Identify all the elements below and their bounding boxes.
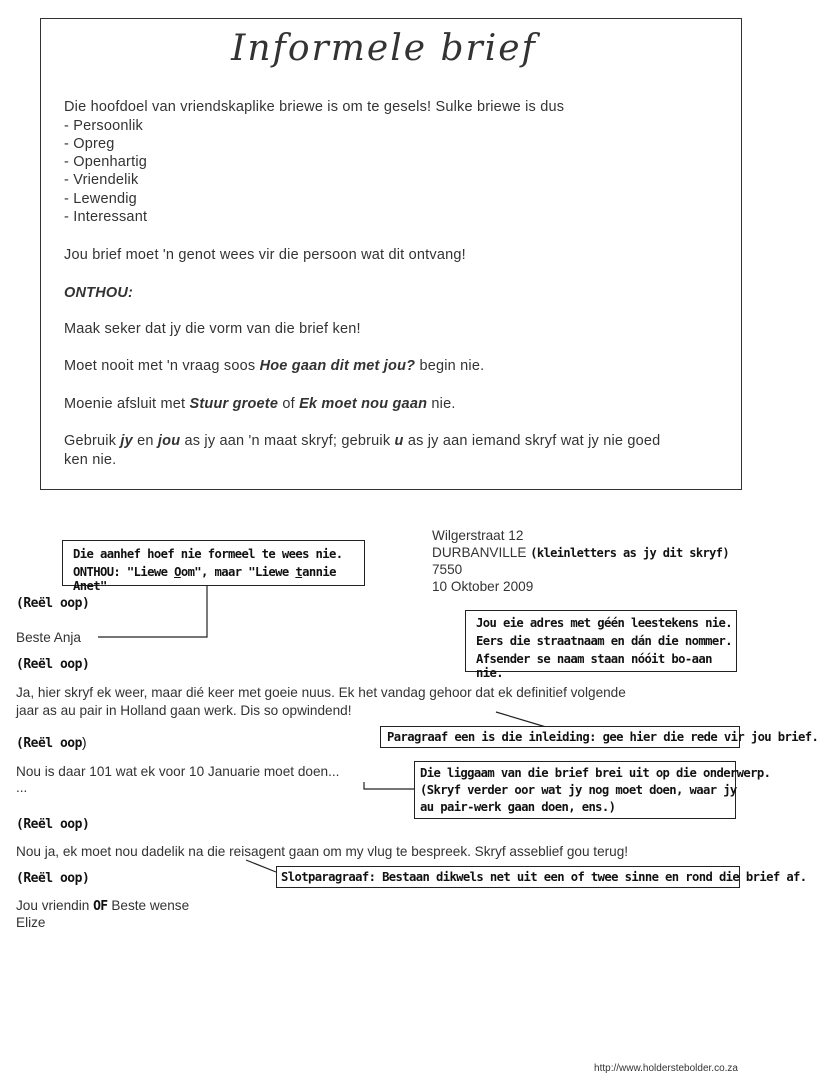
paragraph-3: Nou ja, ek moet nou dadelik na die reisagent gaan om my vlug te bespreek. Skryf asseblief gou terug! — [16, 844, 629, 859]
paragraph-1-line-1: Ja, hier skryf ek weer, maar dié keer met goeie nuus. Ek het vandag gehoor dat ek definitief volgende — [16, 685, 626, 700]
genot-text: Jou brief moet 'n genot wees vir die persoon wat dit ontvang! — [64, 247, 466, 263]
greeting: Beste Anja — [16, 630, 81, 645]
inleiding-note: Paragraaf een is die inleiding: gee hier die rede vir jou brief. — [380, 726, 740, 748]
quality-item: - Openhartig — [64, 154, 147, 170]
liggaam-note: Die liggaam van die brief brei uit op die onderwerp. (Skryf verder oor wat jy nog moet doen, waar jy au pair-werk gaan doen, ens.) — [414, 761, 736, 819]
quality-item: - Lewendig — [64, 191, 137, 207]
slot-note: Slotparagraaf: Bestaan dikwels net uit een of twee sinne en rond die brief af. — [276, 866, 740, 888]
reel-oop-label: (Reël oop) — [16, 657, 90, 672]
reel-oop-label: (Reël oop) — [16, 596, 90, 611]
paragraph-2-line-2: ... — [16, 780, 28, 795]
slot-connector — [246, 860, 276, 872]
intro-text: Die hoofdoel van vriendskaplike briewe is om te gesels! Sulke briewe is dus — [64, 99, 565, 115]
page-title: Informele brief — [231, 28, 537, 69]
quality-item: - Vriendelik — [64, 172, 139, 188]
gebruik-text-cont: ken nie. — [64, 452, 117, 468]
vraag-text: Moet nooit met 'n vraag soos Hoe gaan dit met jou? begin nie. — [64, 358, 485, 374]
liggaam-connector — [364, 782, 414, 789]
vorm-text: Maak seker dat jy die vorm van die brief ken! — [64, 321, 361, 337]
address-city: DURBANVILLE (kleinletters as jy dit skryf) — [432, 545, 729, 560]
reel-oop-label: (Reël oop) — [16, 871, 90, 886]
quality-item: - Persoonlik — [64, 118, 143, 134]
gebruik-text: Gebruik jy en jou as jy aan 'n maat skryf; gebruik u as jy aan iemand skryf wat jy nie goed — [64, 433, 661, 449]
address-note: (kleinletters as jy dit skryf) — [530, 546, 729, 560]
aanhef-note: Die aanhef hoef nie formeel te wees nie. ONTHOU: "Liewe Oom", maar "Liewe tannie Anet" — [62, 540, 365, 586]
quality-item: - Interessant — [64, 209, 148, 225]
closing: Jou vriendin OF Beste wense — [16, 898, 190, 914]
address-date: 10 Oktober 2009 — [432, 579, 534, 594]
onthou-heading: ONTHOU: — [64, 285, 134, 301]
address-street: Wilgerstraat 12 — [432, 528, 524, 543]
aanhef-connector — [98, 586, 207, 637]
signature-name: Elize — [16, 915, 46, 930]
address-code: 7550 — [432, 562, 463, 577]
paragraph-2-line-1: Nou is daar 101 wat ek voor 10 Januarie moet doen... — [16, 764, 340, 779]
adres-note: Jou eie adres met géén leestekens nie. Eers die straatnaam en dán die nommer. Afsender se naam staan nóóit bo-aan nie. — [465, 610, 737, 672]
paragraph-1-line-2: jaar as au pair in Holland gaan werk. Dis so opwindend! — [16, 703, 352, 718]
afsluit-text: Moenie afsluit met Stuur groete of Ek moet nou gaan nie. — [64, 396, 456, 412]
quality-item: - Opreg — [64, 136, 115, 152]
inleiding-connector — [496, 712, 546, 727]
footer-url: http://www.holderstebolder.co.za — [594, 1063, 738, 1074]
reel-oop-label: (Reël oop) — [16, 735, 86, 751]
reel-oop-label: (Reël oop) — [16, 817, 90, 832]
